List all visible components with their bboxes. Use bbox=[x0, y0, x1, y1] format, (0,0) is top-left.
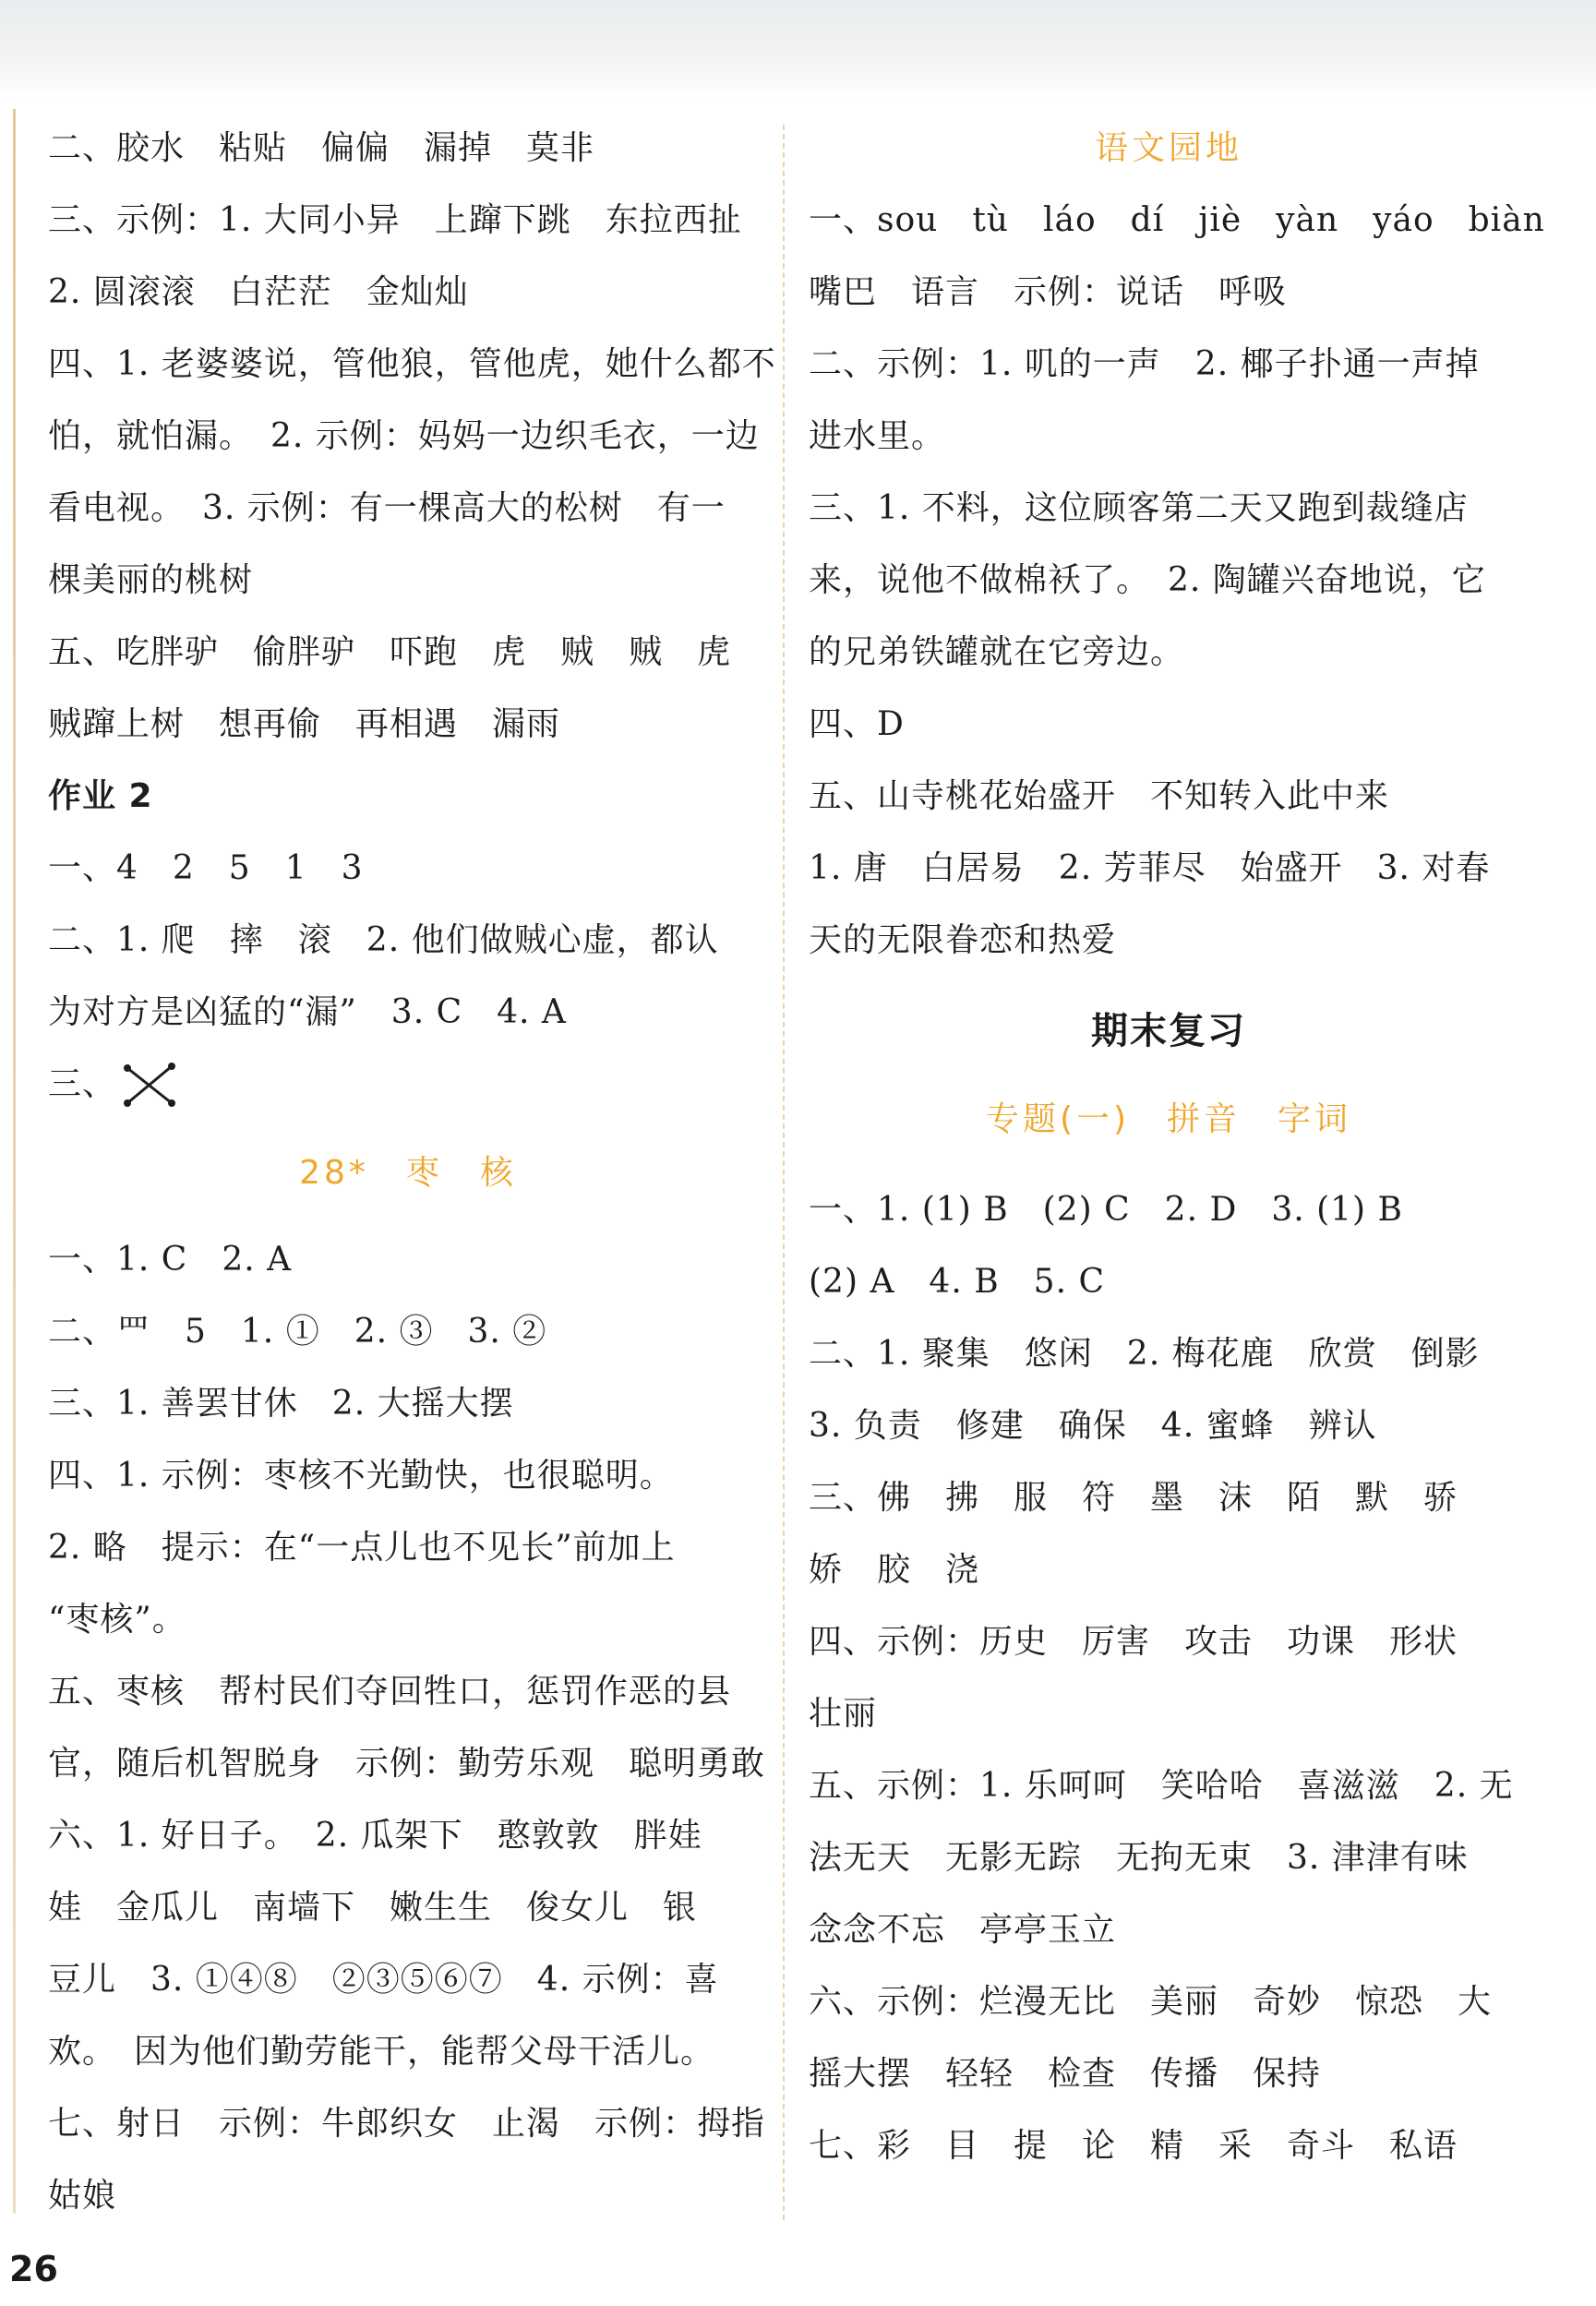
answer-line: 三、1. 不料，这位顾客第二天又跑到裁缝店 bbox=[809, 489, 1469, 527]
answer-line: 看电视。 3. 示例：有一棵高大的松树 有一 bbox=[48, 489, 726, 527]
answer-line: 七、彩 目 提 论 精 采 奇斗 私语 bbox=[809, 2127, 1458, 2165]
answer-line: 七、射日 示例：牛郎织女 止渴 示例：拇指 bbox=[48, 2105, 766, 2143]
answer-line: 五、示例：1. 乐呵呵 笑哈哈 喜滋滋 2. 无 bbox=[809, 1767, 1514, 1805]
left-column bbox=[48, 113, 776, 2232]
answer-line: 2. 圆滚滚 白茫茫 金灿灿 bbox=[48, 273, 469, 311]
answer-line: 的兄弟铁罐就在它旁边。 bbox=[809, 633, 1185, 671]
answers-block-e bbox=[809, 1174, 1529, 2182]
major-title: 期末复习 bbox=[1091, 1010, 1246, 1052]
right-column bbox=[809, 113, 1545, 2182]
homework-subheading: 作业 2 bbox=[48, 777, 153, 815]
answer-line: 一、1. (1) B (2) C 2. D 3. (1) B bbox=[809, 1191, 1404, 1229]
answer-line: 四、D bbox=[809, 705, 905, 743]
answer-line: 四、示例：历史 厉害 攻击 功课 形状 bbox=[809, 1623, 1458, 1661]
answer-line: 棵美丽的桃树 bbox=[48, 561, 254, 599]
answer-line: 姑娘 bbox=[48, 2177, 117, 2215]
answer-line: 四、1. 示例：枣核不光勤快，也很聪明。 bbox=[48, 1457, 674, 1495]
lesson-title: 28* 枣 核 bbox=[299, 1154, 517, 1192]
answers-block-b bbox=[48, 833, 768, 1049]
answer-line: 五、吃胖驴 偷胖驴 吓跑 虎 贼 贼 虎 bbox=[48, 633, 732, 671]
answer-line: 三、示例：1. 大同小异 上蹿下跳 东拉西扯 bbox=[48, 201, 742, 239]
answer-line: 六、示例：烂漫无比 美丽 奇妙 惊恐 大 bbox=[809, 1983, 1493, 2021]
page-number: 26 bbox=[9, 2249, 58, 2289]
answer-line: 摇大摆 轻轻 检查 传播 保持 bbox=[809, 2055, 1322, 2093]
answer-line: “枣核”。 bbox=[48, 1601, 186, 1639]
column-divider bbox=[783, 125, 785, 2220]
answer-line: (2) A 4. B 5. C bbox=[809, 1263, 1106, 1301]
answer-line: 3. 负责 修建 确保 4. 蜜蜂 辨认 bbox=[809, 1407, 1377, 1445]
answer-line: 二、1. 聚集 悠闲 2. 梅花鹿 欣赏 倒影 bbox=[809, 1335, 1480, 1373]
answer-line: 一、4 2 5 1 3 bbox=[48, 849, 364, 887]
answers-block-c bbox=[48, 1224, 768, 2232]
answer-line: 二、胶水 粘贴 偏偏 漏掉 莫非 bbox=[48, 129, 595, 167]
answer-line: 六、1. 好日子。 2. 瓜架下 憨敦敦 胖娃 bbox=[48, 1817, 702, 1855]
answer-line: 法无天 无影无踪 无拘无束 3. 津津有味 bbox=[809, 1839, 1469, 1877]
answer-line: 二、1. 爬 摔 滚 2. 他们做贼心虚，都认 bbox=[48, 921, 719, 959]
answer-line: 二、示例：1. 叽的一声 2. 椰子扑通一声掉 bbox=[809, 345, 1480, 383]
binding-edge bbox=[13, 109, 16, 2214]
answer-line: 1. 唐 白居易 2. 芳菲尽 始盛开 3. 对春 bbox=[809, 849, 1491, 887]
answer-line: 贼蹿上树 想再偷 再相遇 漏雨 bbox=[48, 705, 561, 743]
answer-line: 娃 金瓜儿 南墙下 嫩生生 俊女儿 银 bbox=[48, 1889, 698, 1927]
answer-line: 壮丽 bbox=[809, 1695, 878, 1733]
answer-line: 欢。 因为他们勤劳能干，能帮父母干活儿。 bbox=[48, 2033, 715, 2071]
answer-line: 官，随后机智脱身 示例：勤劳乐观 聪明勇敢 bbox=[48, 1745, 766, 1783]
answer-line: 娇 胶 浇 bbox=[809, 1551, 980, 1589]
answers-block-a bbox=[48, 113, 776, 761]
answer-line: 五、枣核 帮村民们夺回牲口，惩罚作恶的县 bbox=[48, 1673, 732, 1711]
answer-line: 进水里。 bbox=[809, 417, 946, 455]
matching-prefix: 三、 bbox=[48, 1065, 117, 1103]
matching-lines-icon bbox=[122, 1057, 177, 1112]
answer-line: 2. 略 提示：在“一点儿也不见长”前加上 bbox=[48, 1529, 676, 1567]
answer-line: 三、佛 拂 服 符 墨 沫 陌 默 骄 bbox=[809, 1479, 1458, 1517]
answer-line: 四、1. 老婆婆说，管他狼，管他虎，她什么都不 bbox=[48, 345, 776, 383]
topic-title: 专题(一) 拼音 字词 bbox=[985, 1100, 1352, 1138]
answer-line: 念念不忘 亭亭玉立 bbox=[809, 1911, 1117, 1949]
answer-line: 一、1. C 2. A bbox=[48, 1241, 293, 1279]
answer-line: 豆儿 3. ①④⑧ ②③⑤⑥⑦ 4. 示例：喜 bbox=[48, 1961, 719, 1999]
answers-block-d bbox=[809, 185, 1545, 977]
answer-line: 二、罒 5 1. ① 2. ③ 3. ② bbox=[48, 1313, 547, 1351]
answer-line: 来，说他不做棉袄了。 2. 陶罐兴奋地说，它 bbox=[809, 561, 1486, 599]
answer-line: 五、山寺桃花始盛开 不知转入此中来 bbox=[809, 777, 1390, 815]
answer-line: 天的无限眷恋和热爱 bbox=[809, 921, 1117, 959]
answer-line: 嘴巴 语言 示例：说话 呼吸 bbox=[809, 273, 1288, 311]
page-top-shadow bbox=[0, 0, 1596, 100]
answer-line: 一、sou tù láo dí jiè yàn yáo biàn bbox=[809, 201, 1545, 239]
answer-line: 为对方是凶猛的“漏” 3. C 4. A bbox=[48, 993, 567, 1031]
answer-line: 怕，就怕漏。 2. 示例：妈妈一边织毛衣，一边 bbox=[48, 417, 760, 455]
answer-line: 三、1. 善罢甘休 2. 大摇大摆 bbox=[48, 1385, 514, 1423]
section-title: 语文园地 bbox=[1094, 129, 1242, 167]
matching-answer bbox=[48, 1049, 768, 1121]
